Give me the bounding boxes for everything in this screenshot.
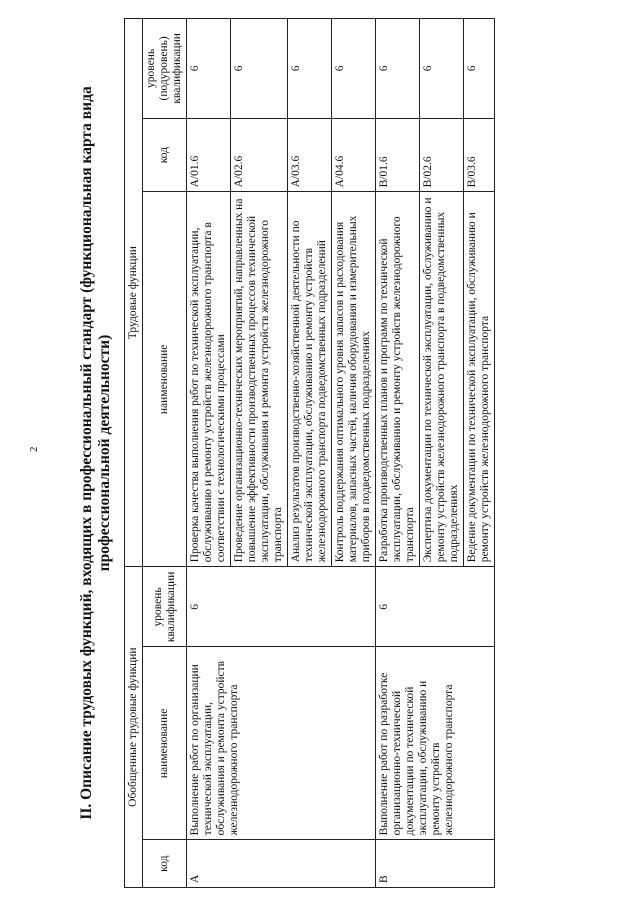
table-row — [187, 19, 231, 888]
function-code: А/04.6 — [332, 118, 376, 192]
rotated-page-content — [78, 18, 578, 888]
function-code: А/01.6 — [187, 118, 231, 192]
section-title-line-2: профессиональной деятельности) — [96, 334, 113, 572]
function-level: 6 — [420, 19, 464, 119]
page-number: 2 — [28, 446, 40, 452]
function-name: Анализ результатов производственно-хозяйственной деятельности по технической эксплуатации, обслуживанию и ремонту устройств железнодорожного транспорта подведомственных подразделений — [288, 192, 332, 567]
section-title-line-1: II. Описание трудовых функций, входящих в профессиональный стандарт (функциональная карта вида — [78, 86, 95, 820]
header-labor-code: код — [143, 118, 187, 192]
header-name: наименование — [143, 647, 187, 840]
function-level: 6 — [187, 19, 231, 119]
function-code: В/02.6 — [420, 118, 464, 192]
header-level: уровень квалификации — [143, 567, 187, 647]
function-name: Ведение документации по технической эксплуатации, обслуживанию и ремонту устройств железнодорожного транспорта — [464, 192, 495, 567]
header-row-2 — [143, 19, 187, 888]
function-name: Проверка качества выполнения работ по технической эксплуатации, обслуживанию и ремонту устройств железнодорожного транспорта в соответствии с технологическими процессами — [187, 192, 231, 567]
table-row — [376, 19, 420, 888]
header-labor-name: наименование — [143, 192, 187, 567]
function-level: 6 — [464, 19, 495, 119]
header-code: код — [143, 840, 187, 888]
function-level: 6 — [231, 19, 288, 119]
function-name: Проведение организационно-технических мероприятий, направленных на повышение эффективности производственных процессов технической эксплуатации, обслуживания и ремонта устройств железнодорожного транспорта — [231, 192, 288, 567]
function-name: Контроль поддержания оптимального уровня запасов и расходования материалов, запасных частей, наличия оборудования и измерительных приборов в подведомственных подразделениях — [332, 192, 376, 567]
function-code: А/02.6 — [231, 118, 288, 192]
group-code: В — [376, 840, 495, 888]
function-name: Разработка производственных планов и программ по технической эксплуатации, обслуживанию и ремонту устройств железнодорожного транспорта — [376, 192, 420, 567]
function-level: 6 — [332, 19, 376, 119]
group-code: А — [187, 840, 376, 888]
functional-map-table — [124, 18, 495, 888]
group-name: Выполнение работ по разработке организационно-технической документации по технической эксплуатации, обслуживанию и ремонту устройств железнодорожного транспорта — [376, 647, 495, 840]
header-labor-functions: Трудовые функции — [125, 19, 143, 567]
function-level: 6 — [288, 19, 332, 119]
header-generalized-functions: Обобщенные трудовые функции — [125, 567, 143, 888]
function-code: А/03.6 — [288, 118, 332, 192]
function-level: 6 — [376, 19, 420, 119]
section-title — [78, 28, 114, 878]
group-name: Выполнение работ по организации технической эксплуатации, обслуживания и ремонта устройств железнодорожного транспорта — [187, 647, 376, 840]
group-level: 6 — [376, 567, 495, 647]
group-level: 6 — [187, 567, 376, 647]
function-code: В/03.6 — [464, 118, 495, 192]
function-code: В/01.6 — [376, 118, 420, 192]
function-name: Экспертиза документации по технической эксплуатации, обслуживанию и ремонту устройств железнодорожного транспорта в подведомственных подразделениях — [420, 192, 464, 567]
header-row-1 — [125, 19, 143, 888]
header-sublevel: уровень (подуровень) квалификации — [143, 19, 187, 119]
